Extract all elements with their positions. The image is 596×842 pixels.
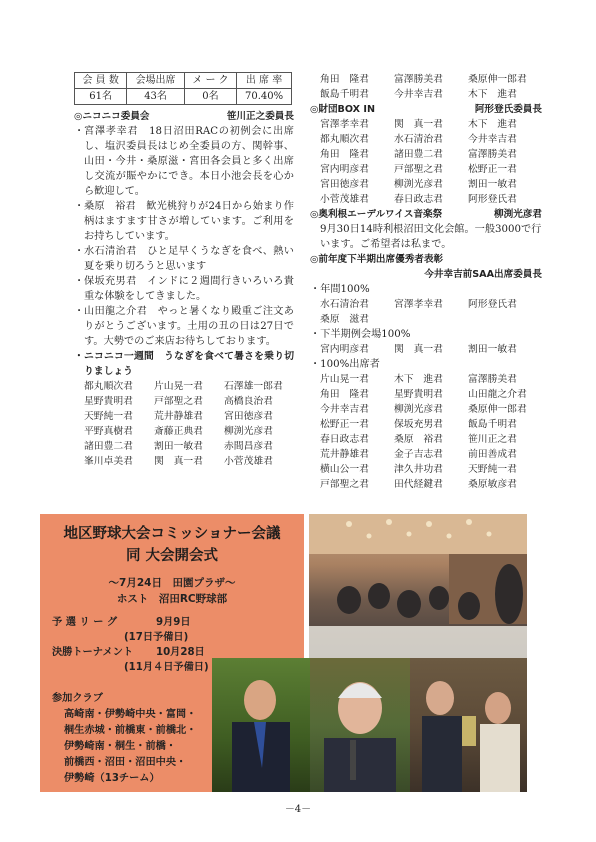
name-cell: 割田一敏君 xyxy=(468,344,517,355)
name-cell: 富澤勝美君 xyxy=(468,149,517,160)
event-schedule xyxy=(52,615,209,675)
name-cell: 水石清治君 xyxy=(320,299,369,310)
name-cell: 桑原伸一郎君 xyxy=(468,74,527,85)
attendance-value-row xyxy=(75,89,292,105)
niconico-item: ・ 山田龍之介君 やっと暑くなり殿重ご注文ありがとうございます。土用の丑の日は27日です。大勢でのご来店お待ちしております。 xyxy=(74,306,294,347)
left-column xyxy=(74,72,294,469)
name-cell: 天野純一君 xyxy=(468,464,517,475)
name-cell: 今井幸吉君 xyxy=(468,134,517,145)
club-line: 前橋西・沼田・沼田中央・ xyxy=(64,757,187,768)
niconico-header xyxy=(74,109,294,124)
name-cell: 関 真一君 xyxy=(154,456,203,467)
name-cell: 木下 進君 xyxy=(468,119,517,130)
name-cell: 宮澤孝幸君 xyxy=(394,299,443,310)
niconico-chair: 笹川正之委員長 xyxy=(226,111,294,122)
microphone-photo xyxy=(310,658,410,792)
name-cell: 片山晃一君 xyxy=(154,381,203,392)
name-cell: 戸部聖之君 xyxy=(320,479,369,490)
name-cell: 戸部聖之君 xyxy=(154,396,203,407)
schedule-row: (11月４日予備日) xyxy=(124,662,209,673)
name-cell: 桑原 裕君 xyxy=(394,434,443,445)
name-cell: 阿形登氏君 xyxy=(468,299,517,310)
attendance-value: 0名 xyxy=(184,89,236,105)
name-cell: 宮澤孝幸君 xyxy=(320,119,369,130)
name-cell: 保坂充男君 xyxy=(394,419,443,430)
name-cell: 荒井静雄君 xyxy=(320,449,369,460)
club-line: 伊勢崎南・桐生・前橋・ xyxy=(64,741,177,752)
name-cell: 片山晃一君 xyxy=(320,374,369,385)
name-cell: 金子吉志君 xyxy=(394,449,443,460)
clubs-title: 参加クラブ xyxy=(52,693,103,704)
niconico-item: ・ 水石清治君 ひと足早くうなぎを食べ、熱い夏を乗り切ろうと思います xyxy=(74,246,294,272)
name-cell: 桑原伸一郎君 xyxy=(468,404,527,415)
name-cell: 天野純一君 xyxy=(84,411,133,422)
attendance-table xyxy=(74,72,292,105)
name-cell: 赤間昌彦君 xyxy=(224,441,273,452)
name-cell: 田代経鍵君 xyxy=(394,479,443,490)
name-cell: 角田 隆君 xyxy=(320,149,369,160)
name-cell: 諸田豊二君 xyxy=(394,149,443,160)
box-in-title: ◎財団BOX IN xyxy=(310,104,376,115)
event-subtitle: 同 大会開会式 xyxy=(125,548,219,564)
name-cell: 松野正一君 xyxy=(468,164,517,175)
name-cell: 平野真樹君 xyxy=(84,426,133,437)
niconico-week-title: ・ ニコニコ一週間 うなぎを食べて暑さを乗り切りましょう xyxy=(74,351,294,377)
name-cell: 関 真一君 xyxy=(394,119,443,130)
name-cell: 小菅茂雄君 xyxy=(320,194,369,205)
name-cell: 斎藤正典君 xyxy=(154,426,203,437)
name-cell: 関 真一君 xyxy=(394,344,443,355)
concert-title: ◎奥利根エーデルワイス音楽祭 xyxy=(310,209,443,220)
name-cell: 石澤雄一郎君 xyxy=(224,381,283,392)
right-column xyxy=(310,72,542,492)
name-cell: 木下 進君 xyxy=(394,374,443,385)
schedule-row: (17日予備日) xyxy=(124,632,189,643)
club-line: 桐生赤城・前橋東・前橋北・ xyxy=(64,725,197,736)
name-cell: 諸田豊二君 xyxy=(84,441,133,452)
club-line: 伊勢崎（13チーム） xyxy=(64,773,160,784)
name-cell: 富澤勝美君 xyxy=(468,374,517,385)
box-in-chair: 阿形登氏委員長 xyxy=(474,104,542,115)
name-cell: 都丸順次君 xyxy=(84,381,133,392)
name-cell: 今井幸吉君 xyxy=(320,404,369,415)
name-cell: 柳渕光彦君 xyxy=(394,179,443,190)
half-label: ・下半期例会場100% xyxy=(310,329,411,340)
page-number: －4－ xyxy=(284,804,312,815)
schedule-row: 決勝トーナメント 10月28日 xyxy=(52,647,205,658)
concert-presenter: 柳渕光彦君 xyxy=(494,209,542,220)
name-cell: 木下 進君 xyxy=(468,89,517,100)
award-header: ◎前年度下半期出席優秀者表彰 xyxy=(310,254,444,265)
name-cell: 春日政志君 xyxy=(320,434,369,445)
continued-names xyxy=(310,72,542,102)
year-label: ・年間100% xyxy=(310,284,370,295)
name-cell: 桑原 滋君 xyxy=(320,314,369,325)
attendance-value: 43名 xyxy=(127,89,184,105)
name-cell: 水石清治君 xyxy=(394,134,443,145)
niconico-item: ・ 宮澤孝幸君 18日沼田RACの初例会に出席し、塩沢委員長はじめ全委員の方、関幹事、山田・今井・桑原滋・宮田各会員と多く出席し交流が賑やかにでき。本日小池会長を心から歓迎して。 xyxy=(74,126,294,197)
meeting-room-photo xyxy=(309,514,527,658)
name-cell: 小菅茂雄君 xyxy=(224,456,273,467)
attendance-header-row xyxy=(75,73,292,89)
name-cell: 高橋良治君 xyxy=(224,396,273,407)
attendance-header: 会場出席 xyxy=(127,73,184,89)
name-cell: 宮内明彦君 xyxy=(320,344,369,355)
name-cell: 津久井功君 xyxy=(394,464,443,475)
participating-clubs xyxy=(52,691,196,787)
niconico-item: ・ 保坂充男君 インドに２週間行きいろいろ貴重な体験をしてきました。 xyxy=(74,276,294,302)
name-cell: 飯島千明君 xyxy=(468,419,517,430)
name-cell: 星野貴明君 xyxy=(84,396,133,407)
trophy-photo xyxy=(410,658,527,792)
name-cell: 角田 隆君 xyxy=(320,389,369,400)
event-title: 地区野球大会コミッショナー会議 xyxy=(63,526,281,542)
attendance-value: 70.40% xyxy=(237,89,292,105)
attendance-header: 出 席 率 xyxy=(237,73,292,89)
name-cell: 阿形登氏君 xyxy=(468,194,517,205)
name-cell: 割田一敏君 xyxy=(468,179,517,190)
name-cell: 宮田徳彦君 xyxy=(224,411,273,422)
name-cell: 富澤勝美君 xyxy=(394,74,443,85)
attendance-header: 会 員 数 xyxy=(75,73,127,89)
box-in-header xyxy=(310,102,542,117)
niconico-week-names xyxy=(74,379,294,469)
box-in-names xyxy=(310,117,542,207)
name-cell: 宮内明彦君 xyxy=(320,164,369,175)
name-cell: 柳渕光彦君 xyxy=(394,404,443,415)
niconico-title: ◎ニコニコ委員会 xyxy=(74,111,150,122)
club-line: 高崎南・伊勢崎中央・富岡・ xyxy=(64,709,197,720)
event-host: ホスト 沼田RC野球部 xyxy=(116,593,228,605)
name-cell: 山田龍之介君 xyxy=(468,389,527,400)
name-cell: 笹川正之君 xyxy=(468,434,517,445)
concert-header xyxy=(310,207,542,222)
attendance-value: 61名 xyxy=(75,89,127,105)
name-cell: 荒井静雄君 xyxy=(154,411,203,422)
speaker-photo xyxy=(212,658,310,792)
name-cell: 桑原敏彦君 xyxy=(468,479,517,490)
name-cell: 横山公一君 xyxy=(320,464,369,475)
event-date-place: ～7月24日 田園プラザ～ xyxy=(108,577,236,589)
name-cell: 戸部聖之君 xyxy=(394,164,443,175)
name-cell: 今井幸吉君 xyxy=(394,89,443,100)
name-cell: 松野正一君 xyxy=(320,419,369,430)
half-names xyxy=(310,342,542,357)
name-cell: 星野貴明君 xyxy=(394,389,443,400)
name-cell: 春日政志君 xyxy=(394,194,443,205)
name-cell: 前田善成君 xyxy=(468,449,517,460)
name-cell: 都丸順次君 xyxy=(320,134,369,145)
name-cell: 宮田徳彦君 xyxy=(320,179,369,190)
name-cell: 峯川卓美君 xyxy=(84,456,133,467)
name-cell: 割田一敏君 xyxy=(154,441,203,452)
concert-text: 9月30日14時利根沼田文化会館。一般3000で行います。ご希望者は私まで。 xyxy=(320,224,542,250)
niconico-item: ・ 桑原 裕君 歓光桃狩りが24日から始まり作柄はますます甘さが増しています。ご利用をお持ちしています。 xyxy=(74,201,294,242)
schedule-row: 予 選 リ ー グ 9月9日 xyxy=(52,617,191,628)
attendance-header: メ ー ク xyxy=(184,73,236,89)
name-cell: 角田 隆君 xyxy=(320,74,369,85)
name-cell: 飯島千明君 xyxy=(320,89,369,100)
year-names xyxy=(310,297,542,327)
award-sub: 今井幸吉前SAA出席委員長 xyxy=(424,269,542,280)
full-label: ・100%出席者 xyxy=(310,359,380,370)
full-names xyxy=(310,372,542,492)
name-cell: 柳渕光彦君 xyxy=(224,426,273,437)
